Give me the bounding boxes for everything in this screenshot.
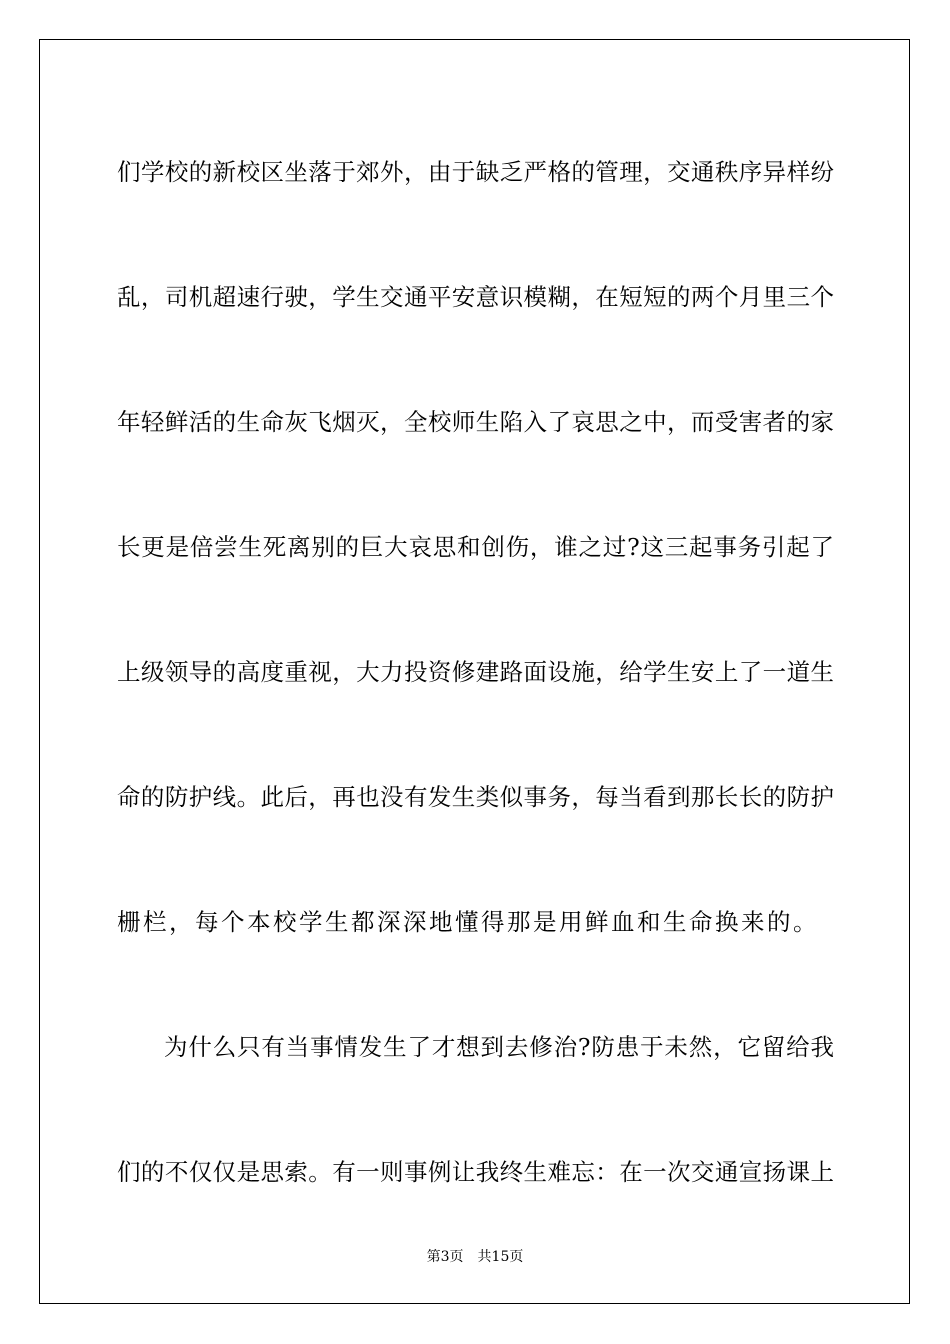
text-line: 上级领导的高度重视，大力投资修建路面设施，给学生安上了一道生	[117, 657, 834, 686]
text-line: 乱，司机超速行驶，学生交通平安意识模糊，在短短的两个月里三个	[117, 282, 834, 311]
text-line: 命的防护线。此后，再也没有发生类似事务，每当看到那长长的防护	[117, 782, 834, 811]
text-line: 长更是倍尝生死离别的巨大哀思和创伤，谁之过?这三起事务引起了	[117, 532, 834, 561]
paragraph-start-line: 为什么只有当事情发生了才想到去修治?防患于未然，它留给我	[164, 1032, 834, 1061]
page-footer	[0, 1248, 950, 1266]
text-line: 栅栏，每个本校学生都深深地懂得那是用鲜血和生命换来的。	[117, 907, 819, 936]
page-number: 第3页	[426, 1249, 464, 1265]
text-line: 们学校的新校区坐落于郊外，由于缺乏严格的管理，交通秩序异样纷	[117, 157, 834, 186]
text-line: 们的不仅仅是思索。有一则事例让我终生难忘：在一次交通宣扬课上	[117, 1157, 834, 1186]
page-total: 共15页	[477, 1249, 524, 1265]
text-line: 年轻鲜活的生命灰飞烟灭，全校师生陷入了哀思之中，而受害者的家	[117, 407, 834, 436]
